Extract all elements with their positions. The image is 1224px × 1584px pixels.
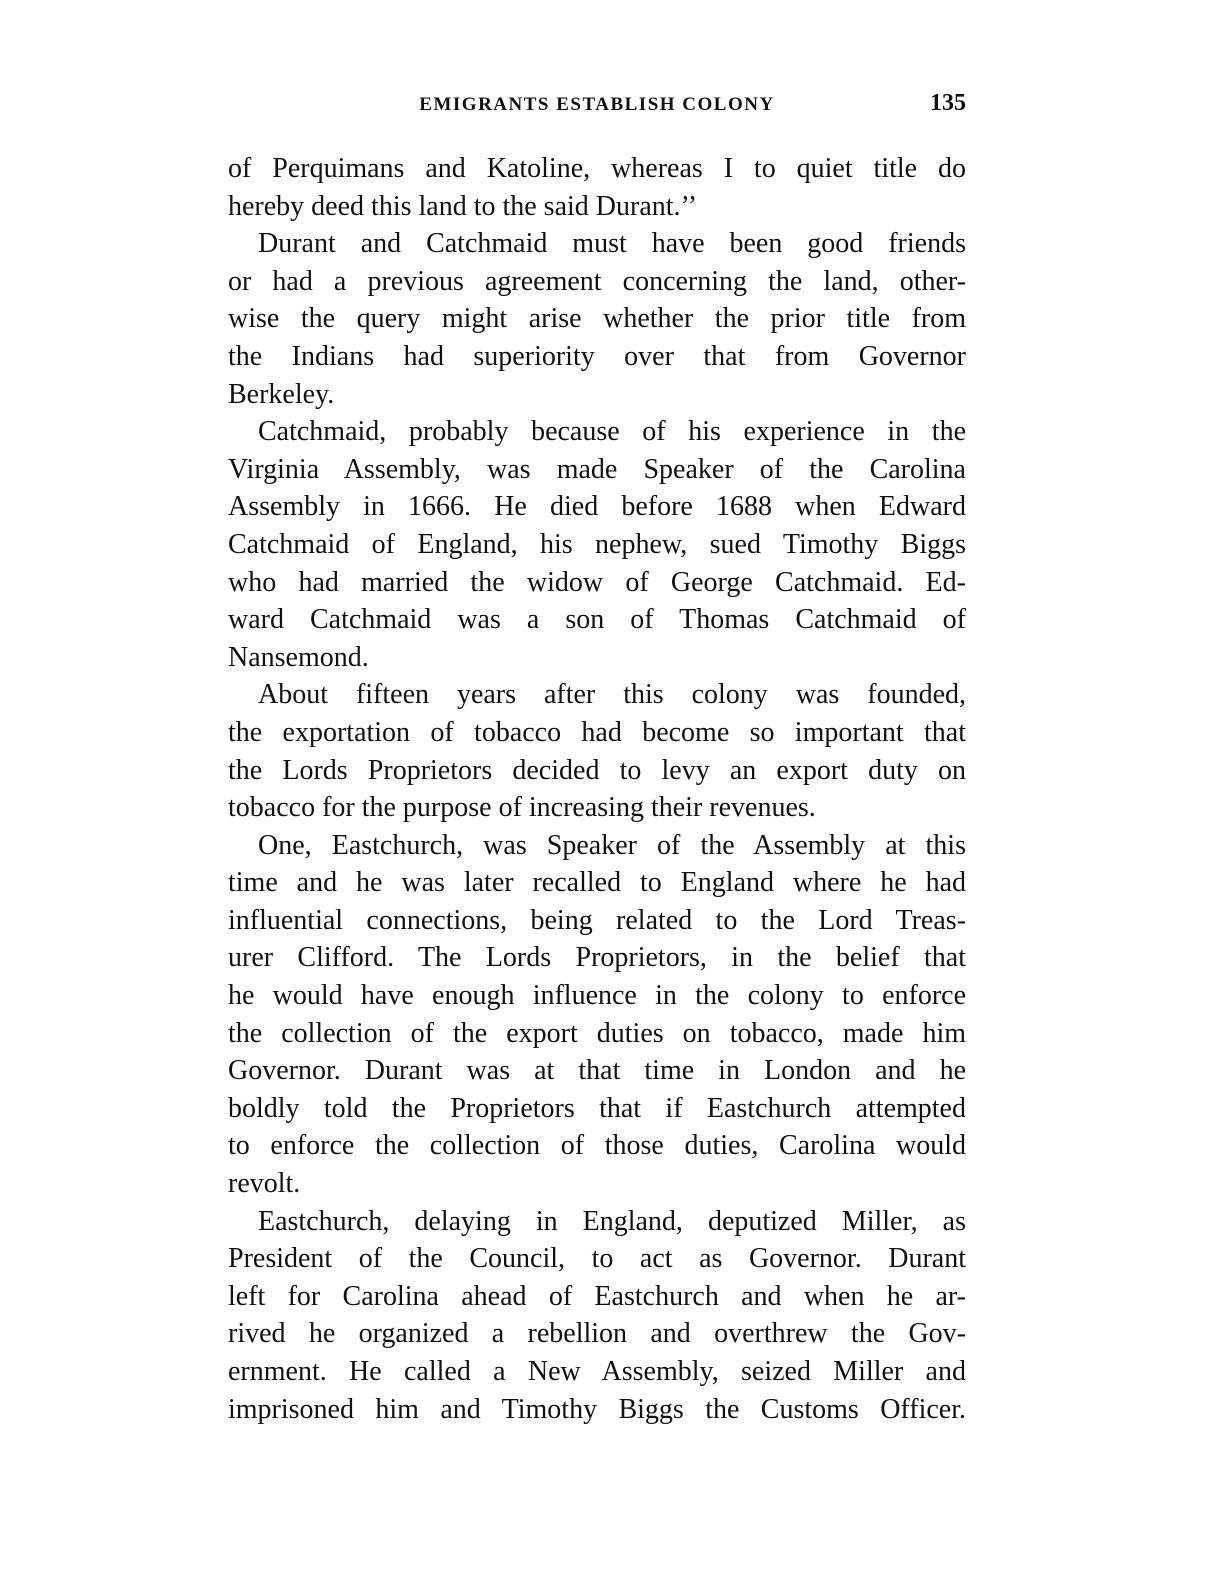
text-line: Durant and Catchmaid must have been good friends [258, 228, 966, 260]
text-line: hereby deed this land to the said Durant.’’ [228, 190, 698, 222]
text-line: About fifteen years after this colony was founded, [258, 679, 966, 711]
text-line: Berkeley. [228, 378, 335, 410]
text-line: Eastchurch, delaying in England, deputized Miller, as [258, 1205, 966, 1237]
text-line: Virginia Assembly, was made Speaker of the Carolina [228, 453, 966, 485]
page-number: 135 [930, 90, 966, 116]
text-line: or had a previous agreement concerning the land, other- [228, 265, 966, 297]
text-line: tobacco for the purpose of increasing their revenues. [228, 792, 816, 824]
text-line: rived he organized a rebellion and overthrew the Gov- [228, 1318, 966, 1350]
running-head [228, 88, 966, 128]
text-line: wise the query might arise whether the prior title from [228, 303, 966, 335]
text-line: imprisoned him and Timothy Biggs the Customs Officer. [228, 1393, 966, 1425]
text-line: to enforce the collection of those duties, Carolina would [228, 1130, 966, 1162]
text-line: influential connections, being related to the Lord Treas- [228, 904, 966, 936]
text-line: the Lords Proprietors decided to levy an export duty on [228, 754, 966, 786]
text-line: who had married the widow of George Catchmaid. Ed- [228, 566, 966, 598]
text-line: the Indians had superiority over that from Governor [228, 340, 966, 372]
text-line: Catchmaid of England, his nephew, sued Timothy Biggs [228, 528, 966, 560]
text-line: the exportation of tobacco had become so important that [228, 716, 966, 748]
body-text [228, 150, 966, 1428]
text-line: Assembly in 1666. He died before 1688 when Edward [228, 491, 966, 523]
text-line: ernment. He called a New Assembly, seized Miller and [228, 1356, 966, 1387]
text-line: Catchmaid, probably because of his experience in the [258, 416, 966, 448]
text-line: urer Clifford. The Lords Proprietors, in the belief that [228, 942, 966, 974]
text-line: he would have enough influence in the colony to enforce [228, 980, 966, 1012]
text-line: of Perquimans and Katoline, whereas I to quiet title do [228, 153, 966, 184]
text-line: revolt. [228, 1168, 301, 1200]
text-line: Nansemond. [228, 641, 369, 673]
text-line: President of the Council, to act as Governor. Durant [228, 1243, 966, 1275]
text-line: left for Carolina ahead of Eastchurch and when he ar- [228, 1280, 966, 1312]
text-line: the collection of the export duties on tobacco, made him [228, 1017, 966, 1049]
text-line: Governor. Durant was at that time in London and he [228, 1055, 966, 1087]
text-line: boldly told the Proprietors that if Eastchurch attempted [228, 1092, 966, 1124]
text-line: time and he was later recalled to England where he had [228, 867, 966, 899]
text-line: ward Catchmaid was a son of Thomas Catchmaid of [228, 604, 966, 636]
text-line: One, Eastchurch, was Speaker of the Assembly at this [258, 829, 966, 861]
running-title: EMIGRANTS ESTABLISH COLONY [419, 94, 775, 115]
